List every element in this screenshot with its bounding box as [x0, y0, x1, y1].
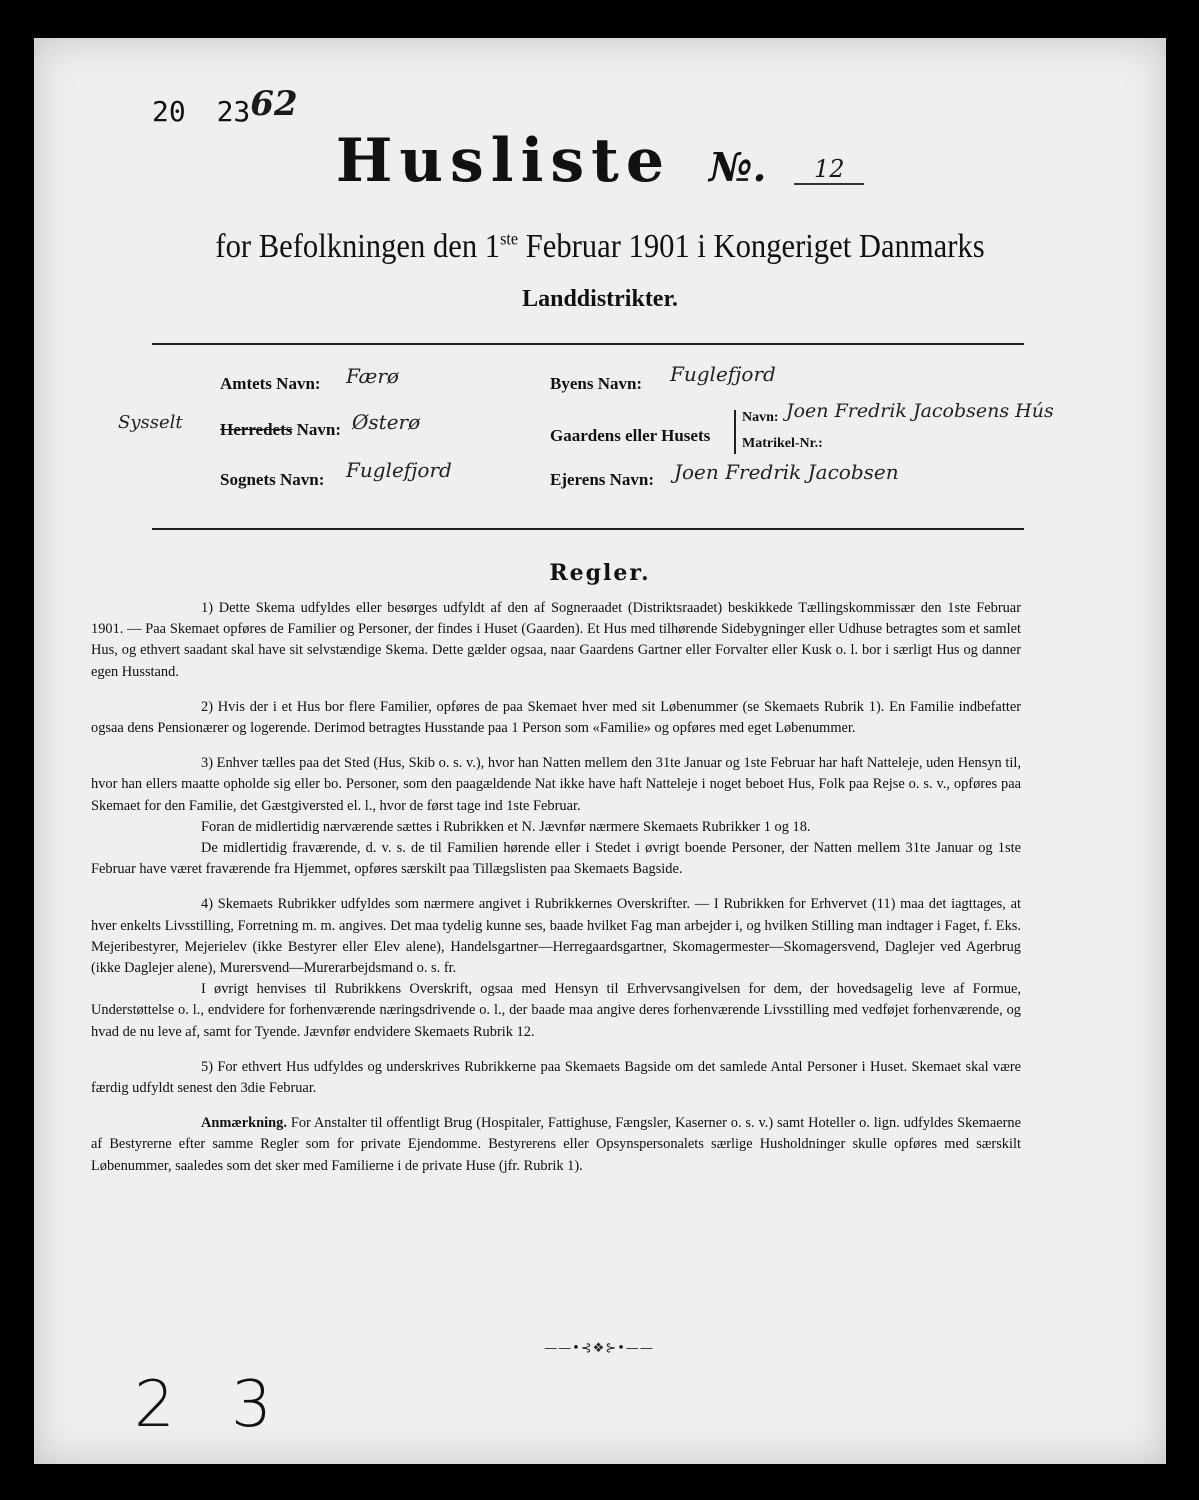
gaard-navn-label: Navn: [742, 410, 779, 425]
form-divider [152, 528, 1024, 530]
rule-4-oevrigt: I øvrigt henvises til Rubrikkens Overskrift, ogsaa med Hensyn til Erhvervsangivelsen for dem, der hovedsagelig leve af Formue, Understøttelse o. l., endvidere for forhenværende næringsdrivende o. l., der baade maa angive deres forhenværende Livsstilling med vedføjet forhenværende, og hvad de nu leve af, samt for Tyende. Jævnfør endvidere Skemaets Rubrik 12. [91, 981, 1021, 1040]
gaard-label: Gaardens eller Husets [550, 426, 711, 445]
subtitle-pre: for Befolkningen den 1 [215, 228, 501, 265]
subtitle [91, 228, 1110, 266]
sysel-margin-note: Sysselt [118, 412, 183, 433]
amt-value: Færø [346, 364, 399, 388]
sogn-value: Fuglefjord [346, 458, 452, 482]
corner-handwritten-number: 62 [250, 84, 298, 124]
ornament-divider: ——•⊰❖⊱•—— [544, 1341, 654, 1356]
census-sheet [34, 38, 1166, 1464]
rules-body [91, 598, 1021, 1191]
regler-heading: Regler. [549, 560, 651, 586]
title-text: Husliste [335, 126, 672, 196]
number-sign: №. [708, 144, 767, 191]
corner-stamp-numbers [152, 84, 298, 130]
bottom-handwritten-number: 2 3 [134, 1368, 290, 1442]
by-label: Byens Navn: [550, 374, 643, 393]
rule-1: 1) Dette Skema udfyldes eller besørges udfyldt af den af Sogneraadet (Distriktsraadet) beskikkede Tællingskommissær den 1ste Februar 1901. — Paa Skemaet opføres de Familier og Personer, der findes i Huset (Gaarden). Et Hus med tilhørende Sidebygninger eller Udhuse betragtes som et samlet Hus, og ethvert saadant skal have sit selvstændige Skema. Dette gælder ogsaa, naar Gaardens Gartner eller Forvalter eller Kusk o. l. bor i særligt Hus og danner egen Husstand. [91, 600, 1021, 680]
corner-number-2: 23 [216, 95, 251, 128]
note [91, 1113, 1021, 1177]
rule-3: 3) Enhver tælles paa det Sted (Hus, Skib o. s. v.), hvor han Natten mellem den 31te Januar og 1ste Februar har haft Natteleje, uden Hensyn til, hvor han ellers maatte opholde sig eller bo. Personer, som den paagældende Nat ikke have haft Natteleje i noget beboet Hus, Folk paa Rejse o. s. v., opføres paa Skemaet for den Familie, det Gæstgiversted el. l., hvor de først tage ind 1ste Februar. [91, 755, 1021, 814]
subtitle-landdistrikter: Landdistrikter. [522, 286, 678, 312]
rule-5: 5) For ethvert Hus udfyldes og underskrives Rubrikkerne paa Skemaets Bagside om det samlede Antal Personer i Huset. Skemaet skal være færdig udfyldt senest den 3die Februar. [91, 1058, 1021, 1097]
rule-4: 4) Skemaets Rubrikker udfyldes som nærmere angivet i Rubrikkernes Overskrifter. — I Rubrikken for Erhvervet (11) maa det iagttages, at hver enkelts Livsstilling, Forretning m. m. angives. Det maa tydelig kunne ses, baade hvilket Fag man arbejder i, og hvilken Stilling man indtager i Faget, f. Eks. Mejeribestyrer, Mejerielev (ikke Bestyrer eller Elev alene), Handelsgartner—Herregaardsgartner, Skomagermester—Skomagersvend, Daglejer ved Agerbrug (ikke Daglejer alene), Murersvend—Murerarbejdsmand o. s. fr. [91, 896, 1021, 977]
subtitle-sup: ste [500, 228, 519, 249]
herred-label-struck: Herredets [220, 420, 293, 439]
subtitle-post: Februar 1901 i Kongeriget Danmarks [518, 228, 985, 265]
note-text: For Anstalter til offentligt Brug (Hospitaler, Fattighuse, Fængsler, Kaserner o. s. v.) samt Hoteller o. lign. udfyldes Skemaerne af Bestyrerne efter samme Regler som for private Ejendomme. Bestyrerens eller Opsynspersonalets særlige Husholdninger skulle opføres med særskilt Løbenummer, saaledes som det sker med Familierne i de private Huse (jfr. Rubrik 1). [91, 1115, 1021, 1174]
top-divider [152, 343, 1024, 345]
rule-2: 2) Hvis der i et Hus bor flere Familier, opføres de paa Skemaet hver med sit Løbenummer (se Skemaets Rubrik 1). En Familie indbefatter ogsaa dens Pensionærer og logerende. Derimod betragtes Husstande paa 1 Person som «Familie» og opføres med eget Løbenummer. [91, 698, 1021, 737]
house-number: 12 [794, 155, 864, 185]
ejer-value: Joen Fredrik Jacobsen [674, 460, 899, 484]
sogn-label: Sognets Navn: [220, 470, 325, 489]
herred-label-navn: Navn: [292, 420, 342, 439]
herred-value: Østerø [352, 410, 421, 434]
corner-number-1: 20 [152, 95, 186, 128]
note-label: Anmærkning. [201, 1115, 287, 1132]
herred-label [220, 420, 341, 440]
gaard-navn-value: Joen Fredrik Jacobsens Hús [786, 400, 1054, 422]
amt-label: Amtets Navn: [220, 374, 321, 393]
matrikel-label: Matrikel-Nr.: [742, 436, 823, 451]
rule-3-foran: Foran de midlertidig nærværende sættes i Rubrikken et N. Jævnfør nærmere Skemaets Rubrikker 1 og 18. [201, 818, 811, 835]
rule-3-fravaerende: De midlertidig fraværende, d. v. s. de til Familien hørende eller i Stedet i øvrigt boende Personer, der Natten mellem 31te Januar og 1ste Februar have været fraværende fra Hjemmet, opføres særskilt paa Tillægslisten paa Skemaets Bagside. [91, 840, 1021, 878]
gaard-brace [734, 410, 736, 454]
page-title [34, 126, 1166, 196]
by-value: Fuglefjord [670, 362, 776, 386]
ejer-label: Ejerens Navn: [550, 470, 655, 489]
